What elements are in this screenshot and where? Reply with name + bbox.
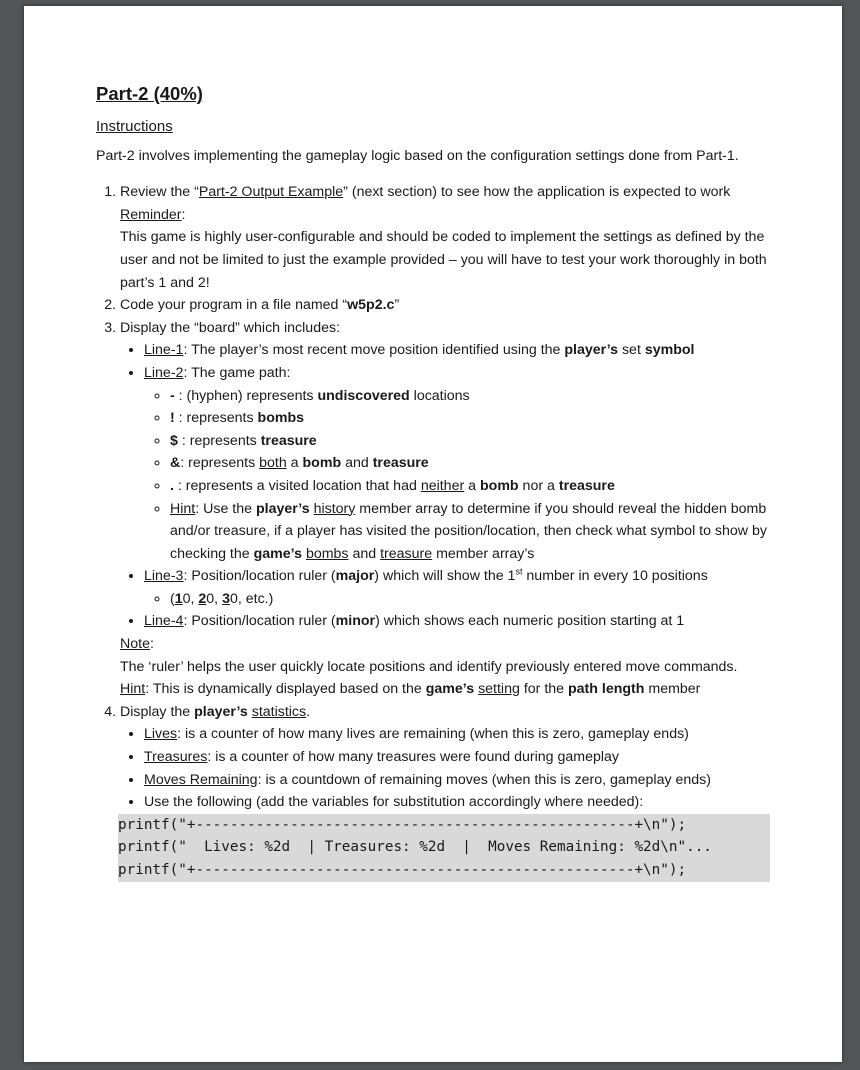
text: Display the [120,703,195,720]
board-lines-list [120,339,786,633]
intro-paragraph: Part-2 involves implementing the gameplay logic based on the configuration settings done from Part-1. [96,147,739,164]
text: : is a counter of how many treasures were found during gameplay [207,749,620,766]
text: : Position/location ruler ( [183,568,336,585]
stat-moves [144,769,786,792]
glyph: . [170,477,174,494]
text: treasure [380,545,433,562]
text: bomb [479,477,519,494]
text: ” [394,297,400,314]
symbol-visited [170,475,786,498]
text: Code your program in a file named “ [120,297,348,314]
line4-label: Line-4 [144,613,184,630]
text: ” (next section) to see how the application is expected to work [343,184,731,201]
stat-lives [144,723,786,746]
text: and [341,455,373,472]
text: both [259,455,287,472]
instructions-list [96,181,786,881]
stat-treasures [144,746,786,769]
moves-label: Moves Remaining [144,771,258,788]
text: for the [519,681,568,698]
note-block [120,633,786,701]
instructions-heading: Instructions [96,118,173,135]
list-item-statistics [120,701,786,882]
symbols-list [144,385,786,566]
text: set [618,342,645,359]
text: : represents [174,410,258,427]
text: : represents [177,432,261,449]
document-content [96,78,786,882]
glyph: ! [170,410,175,427]
output-example-link[interactable]: Part-2 Output Example [198,184,344,201]
page-title: Part-2 (40%) [96,83,203,104]
text: locations [409,387,470,404]
text: neither [420,477,465,494]
note-label: Note [120,636,150,653]
code-line: printf(" Lives: %2d | Treasures: %2d | Moves Remaining: %2d\n"... [118,839,712,856]
text: game’s [253,545,302,562]
text: number in every 10 positions [522,568,708,585]
text: : The player’s most recent move position identified using the [183,342,565,359]
symbol-both [170,452,786,475]
text: minor [335,613,376,630]
text: 3 [222,590,230,607]
text: : The game path: [183,364,291,381]
treasures-label: Treasures [144,749,208,766]
symbol-bomb [170,407,786,430]
text: Review the “ [120,184,199,201]
text: 0, etc.) [229,590,274,607]
text: : is a counter of how many lives are remaining (when this is zero, gameplay ends) [177,726,689,743]
text: : This is dynamically displayed based on the [145,681,426,698]
list-item-code [120,294,786,317]
list-item-line2 [144,362,786,565]
text: major [335,568,375,585]
text: Display the “board” which includes: [120,319,341,336]
text: history [313,500,356,517]
text: : Use the [195,500,256,517]
symbol-hyphen [170,385,786,408]
text: setting [478,681,520,698]
file-name: w5p2.c [347,297,395,314]
glyph: & [170,455,181,472]
text: treasure [260,432,317,449]
text: ) which will show the 1 [374,568,516,585]
text: player’s [194,703,248,720]
reminder-label: Reminder [120,206,182,223]
note-text: The ‘ruler’ helps the user quickly locate positions and identify previously entered move commands. [120,658,738,675]
text: treasure [558,477,615,494]
text: player’s [564,342,619,359]
list-item-board [120,317,786,701]
text: ( [170,590,175,607]
text: : [181,206,186,223]
code-line: printf("+---------------------------------------------------+\n"); [118,862,687,878]
text: symbol [644,342,695,359]
list-item-line3 [144,565,786,610]
text: bombs [257,410,305,427]
text: member array’s [432,545,535,562]
text: : represents a visited location that had [173,477,421,494]
statistics-list [120,723,786,813]
stat-use [144,791,786,814]
hint-label: Hint [170,500,196,517]
text: treasure [372,455,429,472]
line1-label: Line-1 [144,342,184,359]
line3-label: Line-3 [144,568,184,585]
text: : Position/location ruler ( [183,613,336,630]
code-line: printf("+---------------------------------------------------+\n"); [118,816,687,833]
ruler-example [170,588,786,611]
text: 2 [198,590,207,607]
text: ) which shows each numeric position starting at 1 [375,613,685,630]
text: : (hyphen) represents [174,387,318,404]
text: a [464,477,480,494]
text: and [348,545,381,562]
text: game’s [425,681,475,698]
text: undiscovered [317,387,410,404]
text: 0, [182,590,199,607]
symbol-treasure [170,430,786,453]
text: : represents [180,455,260,472]
text: member [644,681,701,698]
text: nor a [518,477,559,494]
list-item-review [120,181,786,294]
text: 1 [174,590,183,607]
text: path length [567,681,645,698]
hint-history [170,498,786,566]
list-item-line4 [144,610,786,633]
document-page [24,6,842,1062]
code-block [118,814,770,882]
lives-label: Lives [144,726,178,743]
text: Use the following (add the variables for substitution accordingly where needed): [144,794,644,811]
text: bomb [302,455,342,472]
glyph: - [170,387,175,404]
text: : [149,636,154,653]
hint-label: Hint [120,681,146,698]
text: : is a countdown of remaining moves (when this is zero, gameplay ends) [257,771,711,788]
text: a [286,455,303,472]
ruler-example-list [144,588,786,611]
text: bombs [305,545,349,562]
reminder-text: This game is highly user-configurable and should be coded to implement the settings as defined by the user and not be limited to just the example provided – you will have to test your work thoroughly in both part’s 1 and 2! [120,229,767,291]
text: st [515,566,523,577]
glyph: $ [170,432,178,449]
text: statistics [251,703,307,720]
list-item-line1 [144,339,786,362]
text: member array to determine if you should reveal the hidden bomb and/or treasure, if a player has visited the position/location, then check what symbol to show by checking the [170,500,767,562]
text: 0, [206,590,223,607]
text: player’s [255,500,310,517]
line2-label: Line-2 [144,364,184,381]
text: . [306,703,311,720]
